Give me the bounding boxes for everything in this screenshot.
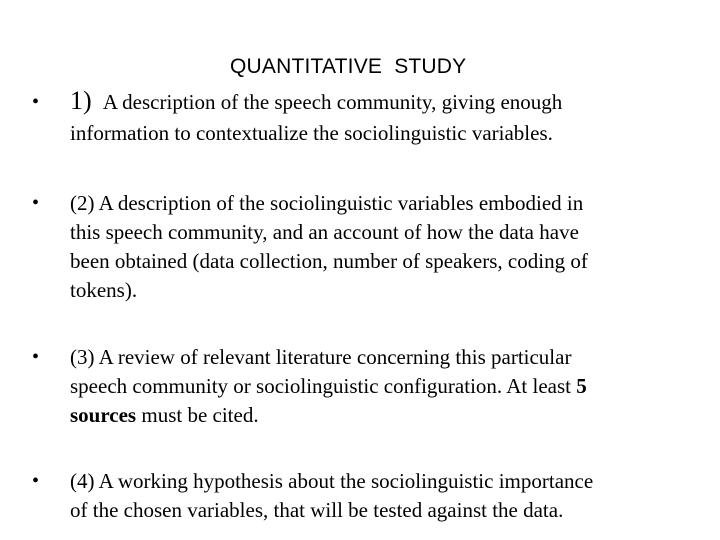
bullet-item-4-line-2: of the chosen variables, that will be tested against the data. [70,498,564,522]
bullet-item-1 [0,86,720,156]
bullet-item-3-text [70,343,690,430]
bullet-item-3-line-1: (3) A review of relevant literature concerning this particular [70,345,572,369]
bullet-item-2-line-1: (2) A description of the sociolinguistic variables embodied in [70,191,584,215]
bullet-item-1-number: 1) [70,86,92,115]
bullet-item-4-line-1: (4) A working hypothesis about the sociolinguistic importance [70,469,594,493]
bullet-item-2-text [70,189,690,305]
bullet-item-3-line-3-text: must be cited. [141,403,259,427]
bullet-item-3-emph-sources: sources [70,403,137,427]
bullet-item-2-line-4: tokens). [70,278,138,302]
bullet-item-3-line-2 [70,372,690,401]
bullet-item-3-emph-number: 5 [576,374,587,398]
bullet-item-3-line-3 [70,401,690,430]
slide-title: QUANTITATIVE STUDY [230,55,467,78]
bullet-icon: • [32,346,40,368]
bullet-item-2 [0,189,720,309]
bullet-icon: • [32,91,40,113]
bullet-item-1-text [70,86,690,148]
bullet-item-4 [0,467,720,529]
bullet-item-3-line-2-text: speech community or sociolinguistic configuration. At least [70,374,571,398]
bullet-item-1-line-2: information to contextualize the sociolinguistic variables. [70,121,553,145]
bullet-item-2-line-2: this speech community, and an account of how the data have [70,220,579,244]
bullet-item-1-line-1 [70,86,690,117]
bullet-item-4-text [70,467,690,525]
bullet-item-2-line-3: been obtained (data collection, number of speakers, coding of [70,249,588,273]
bullet-icon: • [32,470,40,492]
bullet-icon: • [32,192,40,214]
bullet-item-3 [0,343,720,433]
bullet-item-1-line-1-text: A description of the speech community, giving enough [102,90,563,114]
